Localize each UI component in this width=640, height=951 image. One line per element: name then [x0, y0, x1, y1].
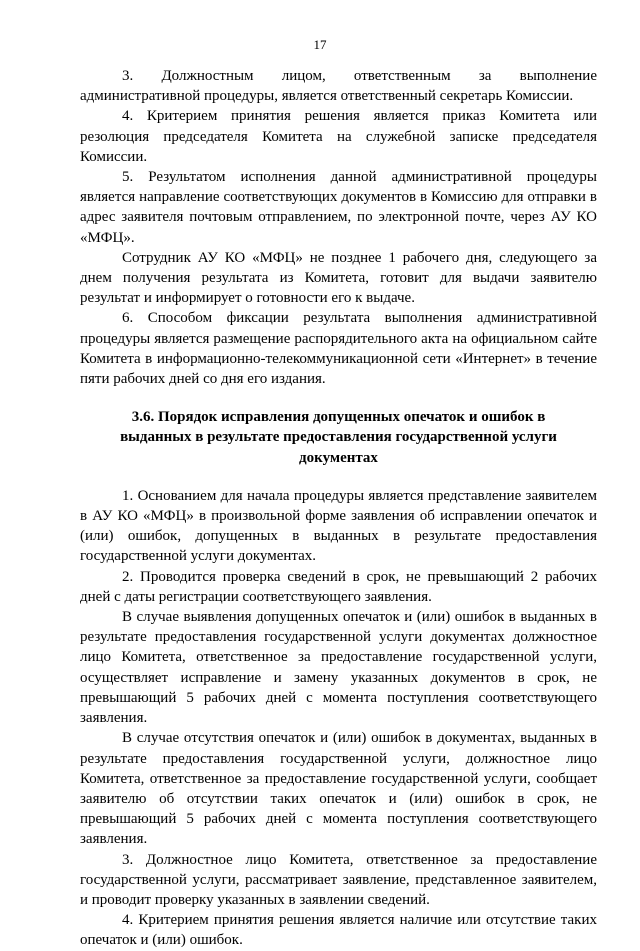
paragraph: 1. Основанием для начала процедуры является представление заявителем в АУ КО «МФЦ» в произвольной форме заявления об исправлении опечаток и (или) ошибок, допущенных в выданных в результате предоставления государственной услуги документах.	[80, 487, 597, 565]
paragraph: 5. Результатом исполнения данной административной процедуры является направление соответствующих документов в Комиссию для отправки в адрес заявителя почтовым отправлением, по электронной почте, через АУ КО «МФЦ».	[80, 169, 597, 246]
paragraph: Сотрудник АУ КО «МФЦ» не позднее 1 рабочего дня, следующего за днем получения результата из Комитета, готовит для выдачи заявителю результат и информирует о готовности его к выдаче.	[80, 249, 597, 307]
paragraph: 3. Должностным лицом, ответственным за выполнение административной процедуры, является ответственный секретарь Комиссии.	[80, 68, 597, 105]
section-heading: 3.6. Порядок исправления допущенных опечаток и ошибок в выданных в результате предоставления государственной услуги документах	[120, 409, 557, 466]
paragraph: В случае выявления допущенных опечаток и (или) ошибок в выданных в результате предоставления государственной услуги документах должностное лицо Комитета, ответственное за предоставление государственной услуги, осуществляет исправление и замену указанных документов в срок, не превышающий 5 рабочих дней с момента поступления соответствующего заявления.	[80, 609, 597, 727]
paragraph: В случае отсутствия опечаток и (или) ошибок в документах, выданных в результате предоставления государственной услуги, должностное лицо Комитета, ответственное за предоставление государственной услуги, сообщает заявителю об отсутствии таких опечаток и (или) ошибок в срок, не превышающий 5 рабочих дней с момента поступления соответствующего заявления.	[80, 730, 597, 848]
paragraph: 3. Должностное лицо Комитета, ответственное за предоставление государственной услуги, рассматривает заявление, представленное заявителем, и проводит проверку указанных в заявлении сведений.	[80, 851, 597, 908]
paragraph: 2. Проводится проверка сведений в срок, не превышающий 2 рабочих дней с даты регистрации соответствующего заявления.	[80, 568, 597, 605]
document-body	[80, 66, 597, 951]
page-number: 17	[313, 37, 327, 52]
paragraph: 4. Критерием принятия решения является наличие или отсутствие таких опечаток и (или) ошибок.	[80, 912, 597, 949]
paragraph: 6. Способом фиксации результата выполнения административной процедуры является размещение распорядительного акта на официальном сайте Комитета в информационно-телекоммуникационной сети «Интернет» в течение пяти рабочих дней со дня его издания.	[80, 310, 597, 388]
paragraph: 4. Критерием принятия решения является приказ Комитета или резолюция председателя Комитета на служебной записке председателя Комиссии.	[80, 108, 597, 165]
